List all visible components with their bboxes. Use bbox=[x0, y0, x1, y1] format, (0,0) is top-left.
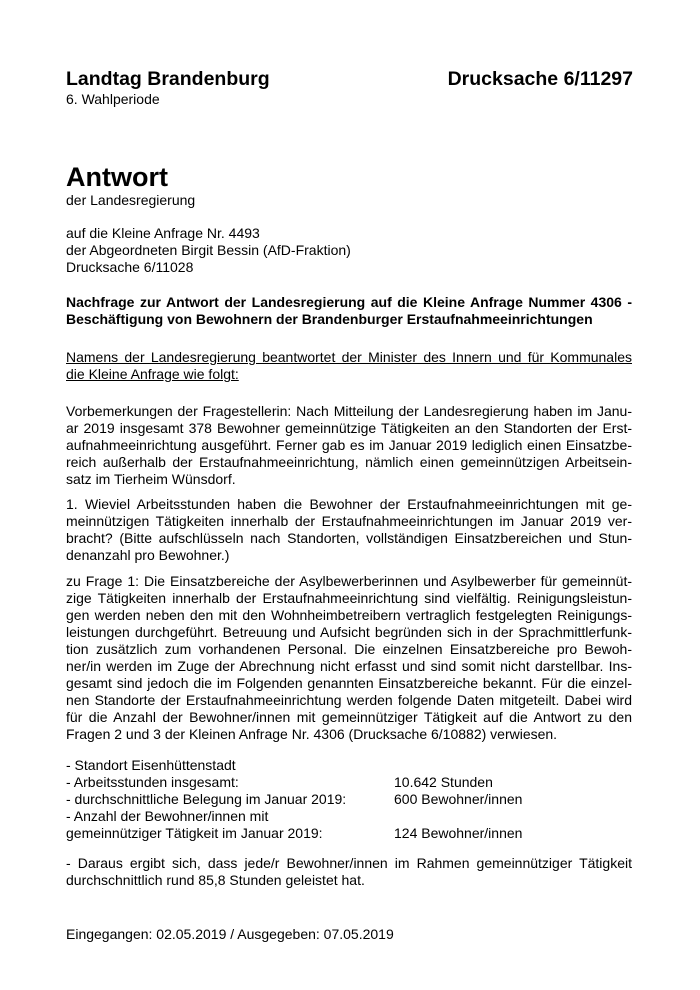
subject-heading bbox=[66, 294, 632, 328]
paragraph-line: zige Tätigkeiten innerhalb der Erstaufnahmeeinrichtung sind vielfältig. Reinigungsleistun- bbox=[66, 590, 632, 606]
document-subtitle: der Landesregierung bbox=[66, 192, 196, 208]
date-footer: Eingegangen: 02.05.2019 / Ausgegeben: 07.05.2019 bbox=[66, 926, 394, 942]
reference-line: Drucksache 6/11028 bbox=[66, 259, 194, 275]
paragraph-line: 1. Wieviel Arbeitsstunden haben die Bewohner der Erstaufnahmeeinrichtungen mit ge- bbox=[66, 496, 632, 512]
paragraph-line: zu Frage 1: Die Einsatzbereiche der Asylbewerberinnen und Asylbewerber für gemeinnüt- bbox=[66, 573, 632, 589]
subject-line: Nachfrage zur Antwort der Landesregierung auf die Kleine Anfrage Nummer 4306 - bbox=[66, 294, 632, 310]
location-statistics bbox=[66, 757, 632, 842]
stat-row bbox=[66, 791, 632, 808]
stat-label: - Arbeitsstunden insgesamt: bbox=[66, 774, 239, 790]
paragraph-line: ar 2019 insgesamt 378 Bewohner gemeinnützige Tätigkeiten an den Standorten der Erst- bbox=[66, 420, 632, 436]
paragraph-line: bracht? (Bitte aufschlüsseln nach Standorten, vollständigen Einsatzbereichen und Stun- bbox=[66, 530, 632, 546]
paragraph-line: gen werden neben den mit den Wohnheimbetreibern vertraglich festgelegten Reinigungs- bbox=[66, 607, 632, 623]
question-1 bbox=[66, 496, 632, 564]
stat-row bbox=[66, 808, 632, 825]
reference-line: der Abgeordneten Birgit Bessin (AfD-Fraktion) bbox=[66, 242, 351, 258]
reference-line: auf die Kleine Anfrage Nr. 4493 bbox=[66, 225, 260, 241]
stat-label: - durchschnittliche Belegung im Januar 2019: bbox=[66, 791, 347, 807]
paragraph-line: satz im Tierheim Wünsdorf. bbox=[66, 471, 236, 487]
location-name: - Standort Eisenhüttenstadt bbox=[66, 757, 236, 773]
paragraph-line: meinnützigen Tätigkeiten innerhalb der Erstaufnahmeeinrichtungen im Januar 2019 ver- bbox=[66, 513, 632, 529]
stat-value: 10.642 Stunden bbox=[394, 774, 493, 790]
stat-row bbox=[66, 774, 632, 791]
legislative-period: 6. Wahlperiode bbox=[66, 91, 160, 107]
reference-block bbox=[66, 225, 632, 276]
drucksache-number: Drucksache 6/11297 bbox=[447, 68, 633, 90]
paragraph-line: leistungen durchgeführt. Betreuung und Aufsicht begründen sich in der Sprachmittlerfunk- bbox=[66, 624, 632, 640]
paragraph-line: reich außerhalb der Erstaufnahmeeinrichtung, nämlich einen gemeinnützigen Arbeitsein- bbox=[66, 454, 632, 470]
paragraph-line: - Daraus ergibt sich, dass jede/r Bewohner/innen im Rahmen gemeinnütziger Tätigkeit bbox=[66, 855, 632, 871]
paragraph-line: aufnahmeeinrichtung ausgeführt. Ferner gab es im Januar 2019 lediglich einen Einsatzbe- bbox=[66, 437, 632, 453]
parliament-name: Landtag Brandenburg bbox=[66, 68, 270, 90]
paragraph-line: durchschnittlich rund 85,8 Stunden geleistet hat. bbox=[66, 872, 365, 888]
paragraph-line: ner/in werden im Zuge der Abrechnung nicht erfasst und sind somit nicht darstellbar. Ins- bbox=[66, 658, 632, 674]
stat-value: 600 Bewohner/innen bbox=[394, 791, 523, 807]
paragraph-line: gesamt sind jedoch die im Folgenden genannten Einsatzbereiche bekannt. Für die einzel- bbox=[66, 675, 632, 691]
stat-value: 124 Bewohner/innen bbox=[394, 825, 523, 841]
conclusion bbox=[66, 855, 632, 889]
stat-row bbox=[66, 825, 632, 842]
subject-line: Beschäftigung von Bewohnern der Brandenburger Erstaufnahmeeinrichtungen bbox=[66, 311, 593, 327]
paragraph-line: für die Anzahl der Bewohner/innen mit gemeinnütziger Tätigkeit auf die Antwort zu den bbox=[66, 709, 632, 725]
preliminary-remarks bbox=[66, 403, 632, 488]
paragraph-line: Vorbemerkungen der Fragestellerin: Nach Mitteilung der Landesregierung haben im Janu- bbox=[66, 403, 632, 419]
answer-1 bbox=[66, 573, 632, 743]
intro-statement bbox=[66, 349, 632, 383]
paragraph-line: tion zusätzlich zum vorhandenen Personal. Die einzelnen Einsatzbereiche pro Bewoh- bbox=[66, 641, 632, 657]
paragraph-line: Fragen 2 und 3 der Kleinen Anfrage Nr. 4306 (Drucksache 6/10882) verwiesen. bbox=[66, 726, 558, 742]
intro-line: die Kleine Anfrage wie folgt: bbox=[66, 366, 239, 382]
stat-label: - Anzahl der Bewohner/innen mit bbox=[66, 808, 269, 824]
paragraph-line: nen Standorte der Erstaufnahmeeinrichtung werden folgende Daten mitgeteilt. Dabei wird bbox=[66, 692, 632, 708]
intro-line: Namens der Landesregierung beantwortet der Minister des Innern und für Kommunales bbox=[66, 349, 632, 365]
document-title: Antwort bbox=[66, 162, 168, 192]
stat-label: gemeinnütziger Tätigkeit im Januar 2019: bbox=[66, 825, 323, 841]
paragraph-line: denanzahl pro Bewohner.) bbox=[66, 547, 230, 563]
